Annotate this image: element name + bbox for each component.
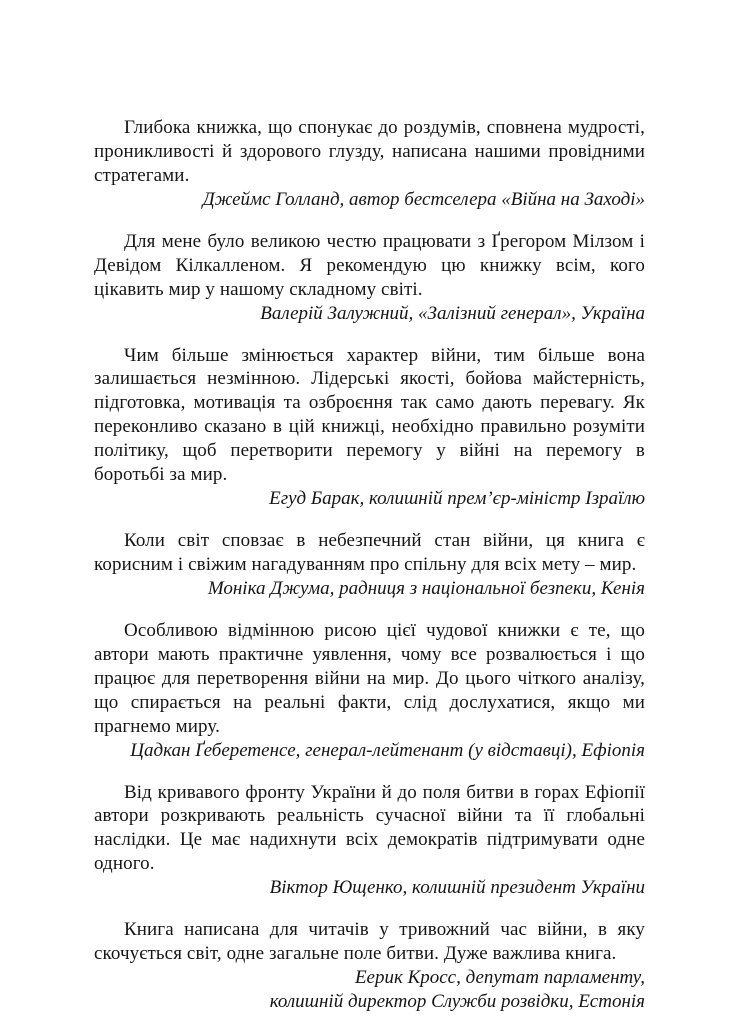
endorsement-attribution: Джеймс Голланд, автор бестселера «Війна на Заході» <box>202 188 645 210</box>
endorsement-block <box>94 116 645 212</box>
endorsement-attribution: Цадкан Ґеберетенсе, генерал-лейтенант (у відставці), Ефіопія <box>130 739 645 761</box>
endorsement-block <box>94 918 645 1014</box>
endorsement-attribution: колишній директор Служби розвідки, Естонія <box>269 991 645 1012</box>
endorsement-block <box>94 230 645 326</box>
endorsement-text: Глибока книжка, що спонукає до роздумів, сповнена мудрості, проникливості й здорового глузду, написана нашими провідними стратегами. <box>94 117 645 186</box>
endorsement-attribution: Валерій Залужний, «Залізний генерал», Україна <box>260 302 645 324</box>
endorsement-text: Книга написана для читачів у тривожний час війни, в яку скочується світ, одне загальне поле битви. Дуже важлива книга. <box>94 919 645 965</box>
endorsement-text: Від кривавого фронту України й до поля битви в горах Ефіопії автори розкривають реальність сучасної війни та її глобальні наслідки. Це має надихнути всіх демократів підтримувати одне одного. <box>94 781 645 875</box>
endorsement-text: Коли світ сповзає в небезпечний стан війни, ця книга є корисним і свіжим нагадуванням про спільну для всіх мету – мир. <box>94 530 645 575</box>
endorsement-block <box>94 781 645 901</box>
endorsement-block <box>94 529 645 601</box>
endorsement-text: Особливою відмінною рисою цієї чудової книжки є те, що автори мають практичне уявлення, чому все розвалюється і що працює для перетворення війни на мир. До цього чіткого аналізу, що спирається на реальні факти, слід дослухатися, якщо ми прагнемо миру. <box>94 619 645 737</box>
endorsement-text: Для мене було великою честю працювати з Ґрегором Мілзом і Девідом Кілкалленом. Я рекомендую цю книжку всім, кого цікавить мир у нашому складному світі. <box>94 230 645 300</box>
endorsement-block <box>94 344 645 512</box>
endorsement-text: Чим більше змінюється характер війни, тим більше вона залишається незмінною. Лідерські якості, бойова майстерність, підготовка, мотивація та озброєння так само дають перевагу. Як переконливо сказано в цій книжці, необхідно правильно розуміти політику, щоб перетворити перемогу у війні на перемогу в боротьбі за мир. <box>94 344 645 486</box>
endorsement-attribution: Віктор Ющенко, колишній президент України <box>269 877 645 899</box>
endorsement-attribution: Егуд Барак, колишній прем’єр-міністр Ізраїлю <box>269 488 645 510</box>
endorsement-attribution: Моніка Джума, радниця з національної безпеки, Кенія <box>207 577 645 599</box>
endorsement-attribution: Еерик Кросс, депутат парламенту, <box>354 967 645 989</box>
endorsement-block <box>94 619 645 763</box>
